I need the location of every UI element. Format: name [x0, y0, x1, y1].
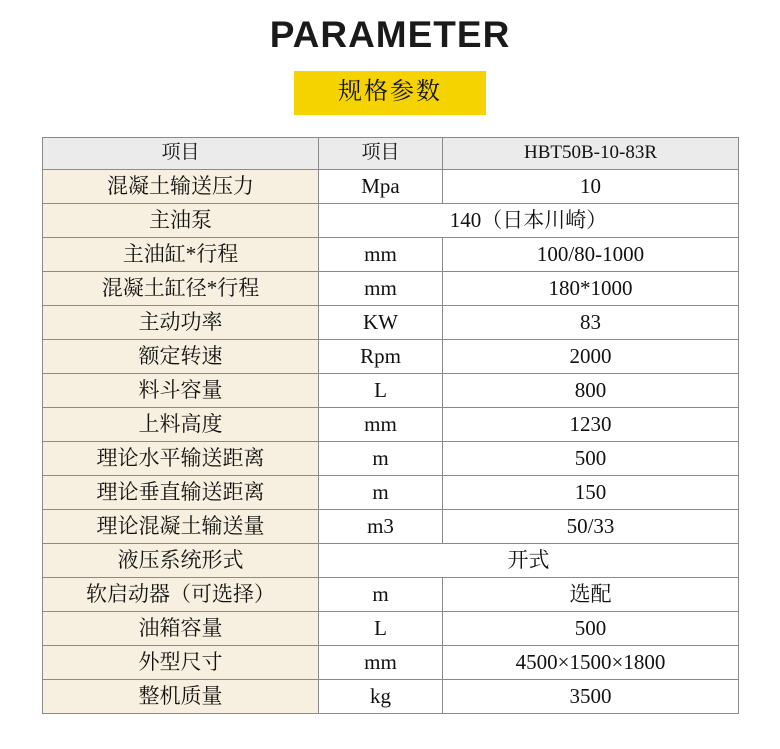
cell-item-label: 主油泵: [43, 204, 319, 238]
table-row: [43, 272, 739, 306]
table-row: [43, 306, 739, 340]
table-row: [43, 476, 739, 510]
cell-item-label: 外型尺寸: [43, 646, 319, 680]
cell-unit: Rpm: [319, 340, 443, 374]
cell-item-label: 主动功率: [43, 306, 319, 340]
column-header-item: 项目: [43, 138, 319, 170]
cell-value: 100/80-1000: [443, 238, 739, 272]
table-row: [43, 544, 739, 578]
cell-unit: m: [319, 476, 443, 510]
cell-unit: mm: [319, 238, 443, 272]
cell-item-label: 额定转速: [43, 340, 319, 374]
cell-value: 10: [443, 170, 739, 204]
cell-item-label: 料斗容量: [43, 374, 319, 408]
cell-unit: KW: [319, 306, 443, 340]
cell-item-label: 理论水平输送距离: [43, 442, 319, 476]
cell-value: 150: [443, 476, 739, 510]
table-row: [43, 578, 739, 612]
cell-value: 选配: [443, 578, 739, 612]
cell-unit: L: [319, 612, 443, 646]
cell-value: 4500×1500×1800: [443, 646, 739, 680]
table-row: [43, 408, 739, 442]
cell-unit: m: [319, 578, 443, 612]
cell-value-merged: 开式: [319, 544, 739, 578]
table-header-row: [43, 138, 739, 170]
table-row: [43, 374, 739, 408]
cell-unit: m: [319, 442, 443, 476]
cell-value: 50/33: [443, 510, 739, 544]
cell-value: 2000: [443, 340, 739, 374]
table-row: [43, 204, 739, 238]
cell-item-label: 液压系统形式: [43, 544, 319, 578]
cell-unit: mm: [319, 272, 443, 306]
cell-value: 83: [443, 306, 739, 340]
cell-value: 180*1000: [443, 272, 739, 306]
cell-item-label: 混凝土缸径*行程: [43, 272, 319, 306]
cell-unit: m3: [319, 510, 443, 544]
cell-value: 3500: [443, 680, 739, 714]
cell-value: 1230: [443, 408, 739, 442]
cell-unit: Mpa: [319, 170, 443, 204]
parameter-table-wrap: [42, 137, 738, 714]
cell-value: 500: [443, 612, 739, 646]
cell-item-label: 主油缸*行程: [43, 238, 319, 272]
table-row: [43, 612, 739, 646]
parameter-table: [42, 137, 739, 714]
cell-unit: mm: [319, 646, 443, 680]
table-row: [43, 238, 739, 272]
column-header-model: HBT50B-10-83R: [443, 138, 739, 170]
table-row: [43, 646, 739, 680]
cell-value: 800: [443, 374, 739, 408]
column-header-unit: 项目: [319, 138, 443, 170]
cell-item-label: 混凝土输送压力: [43, 170, 319, 204]
table-row: [43, 510, 739, 544]
subtitle-banner-wrap: [0, 71, 780, 116]
cell-unit: mm: [319, 408, 443, 442]
table-row: [43, 680, 739, 714]
cell-item-label: 上料高度: [43, 408, 319, 442]
cell-item-label: 油箱容量: [43, 612, 319, 646]
cell-value-merged: 140（日本川崎）: [319, 204, 739, 238]
cell-value: 500: [443, 442, 739, 476]
cell-unit: L: [319, 374, 443, 408]
cell-item-label: 理论垂直输送距离: [43, 476, 319, 510]
cell-item-label: 软启动器（可选择）: [43, 578, 319, 612]
table-row: [43, 170, 739, 204]
page-title: PARAMETER: [269, 14, 511, 55]
cell-unit: kg: [319, 680, 443, 714]
table-row: [43, 340, 739, 374]
table-row: [43, 442, 739, 476]
cell-item-label: 理论混凝土输送量: [43, 510, 319, 544]
subtitle-banner: 规格参数: [294, 71, 486, 116]
cell-item-label: 整机质量: [43, 680, 319, 714]
